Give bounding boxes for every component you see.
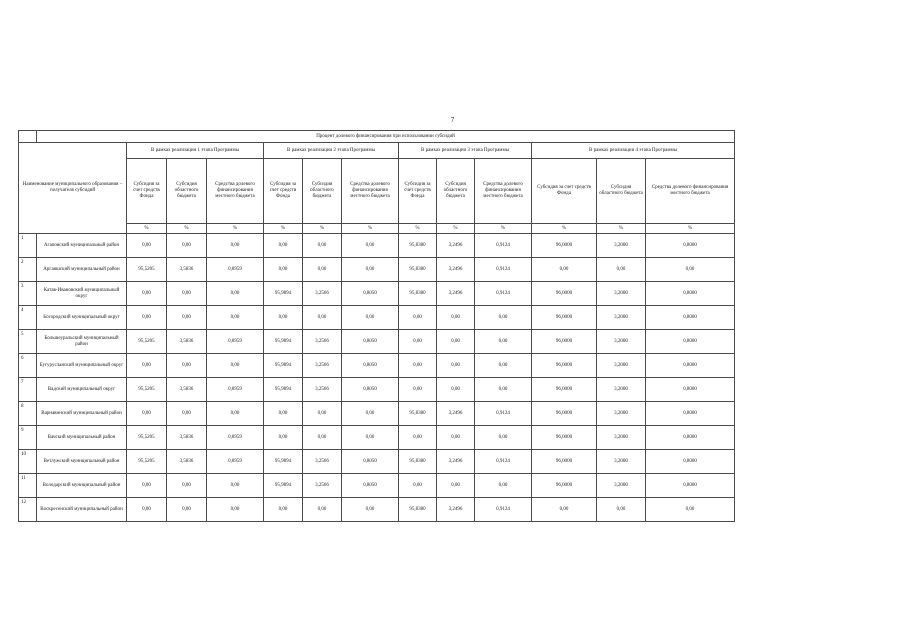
percentage-cell: 95,8380 [399,282,437,306]
percentage-cell: 3,2000 [597,378,646,402]
unit-cell: % [167,224,207,234]
percentage-cell: 3,2000 [597,450,646,474]
percentage-cell: 0,00 [127,402,167,426]
percentage-cell: 0,8959 [207,426,264,450]
percentage-cell: 96,0000 [532,282,597,306]
table-row [19,258,735,282]
table-row [19,474,735,498]
percentage-cell: 96,0000 [532,354,597,378]
municipality-name: Володарский муниципальный район [37,474,127,498]
table-row [19,306,735,330]
percentage-cell: 0,00 [399,474,437,498]
percentage-cell: 0,00 [475,474,532,498]
percentage-cell: 0,00 [437,474,475,498]
percentage-cell: 95,9894 [264,330,303,354]
unit-cell: % [532,224,597,234]
percentage-cell: 0,8050 [342,474,399,498]
percentage-cell: 0,00 [342,234,399,258]
percentage-cell: 0,9124 [475,234,532,258]
percentage-cell: 0,8000 [646,282,735,306]
percentage-cell: 0,00 [475,306,532,330]
column-subheader: Средства долевого финансирования местного бюджета [646,159,735,224]
percentage-cell: 0,00 [437,354,475,378]
row-number: 12 [19,498,37,522]
row-number: 6 [19,354,37,378]
column-subheader: Субсидия областного бюджета [597,159,646,224]
municipality-name: Вачский муниципальный район [37,426,127,450]
percentage-cell: 0,00 [475,426,532,450]
stage-3-header: В рамках реализации 3 этапа Программы [399,143,532,159]
percentage-cell: 3,5836 [167,258,207,282]
percentage-cell: 96,0000 [532,234,597,258]
municipality-name: Катав-Ивановский муниципальный округ [37,282,127,306]
percentage-cell: 0,00 [207,498,264,522]
percentage-cell: 96,0000 [532,426,597,450]
percentage-cell: 0,00 [437,378,475,402]
table-row [19,234,735,258]
percentage-cell: 0,8000 [646,450,735,474]
row-number: 3 [19,282,37,306]
percentage-cell: 0,00 [264,402,303,426]
percentage-cell: 0,00 [167,282,207,306]
percentage-cell: 3,2000 [597,282,646,306]
municipality-name: Аргаяшский муниципальный район [37,258,127,282]
column-subheader: Субсидия областного бюджета [437,159,475,224]
percentage-cell: 3,2566 [303,282,342,306]
unit-cell: % [399,224,437,234]
percentage-cell: 0,00 [167,354,207,378]
percentage-cell: 3,2496 [437,450,475,474]
percentage-cell: 0,00 [399,354,437,378]
percentage-cell: 3,2496 [437,282,475,306]
percentage-cell: 0,8050 [342,330,399,354]
percentage-cell: 96,0000 [532,402,597,426]
percentage-cell: 0,00 [264,426,303,450]
percentage-cell: 3,2000 [597,354,646,378]
unit-cell: % [127,224,167,234]
percentage-cell: 3,2000 [597,426,646,450]
percentage-cell: 96,0000 [532,306,597,330]
row-number: 11 [19,474,37,498]
percentage-cell: 0,00 [207,354,264,378]
percentage-cell: 0,00 [597,498,646,522]
column-subheader: Средства долевого финансирования местного бюджета [475,159,532,224]
municipality-name: Бугурусланский муниципальный округ [37,354,127,378]
percentage-cell: 0,00 [303,258,342,282]
percentage-cell: 0,00 [127,306,167,330]
name-column-header: Наименование муниципального образования – получателя субсидий [19,143,127,234]
percentage-cell: 0,00 [399,330,437,354]
percentage-cell: 3,2496 [437,258,475,282]
column-subheader: Субсидия областного бюджета [303,159,342,224]
row-number: 9 [19,426,37,450]
percentage-cell: 0,8050 [342,354,399,378]
column-subheader: Субсидия за счет средств Фонда [127,159,167,224]
percentage-cell: 96,0000 [532,450,597,474]
percentage-cell: 0,8050 [342,450,399,474]
percentage-cell: 0,00 [399,378,437,402]
percentage-cell: 0,00 [437,426,475,450]
percentage-cell: 0,00 [167,402,207,426]
percentage-cell: 0,00 [207,234,264,258]
unit-cell: % [207,224,264,234]
percentage-cell: 0,00 [264,234,303,258]
percentage-cell: 95,8380 [399,234,437,258]
percentage-cell: 0,00 [342,426,399,450]
percentage-cell: 0,00 [303,306,342,330]
percentage-cell: 0,00 [475,330,532,354]
percentage-cell: 95,8380 [399,450,437,474]
percentage-cell: 95,5205 [127,330,167,354]
unit-cell: % [646,224,735,234]
percentage-cell: 0,00 [303,402,342,426]
column-subheader: Субсидия за счет средств Фонда [399,159,437,224]
percentage-cell: 0,8050 [342,282,399,306]
percentage-cell: 0,8000 [646,234,735,258]
percentage-cell: 0,8000 [646,474,735,498]
municipality-name: Агаповский муниципальный район [37,234,127,258]
percentage-cell: 0,00 [437,306,475,330]
municipality-name: Воскресенский муниципальный район [37,498,127,522]
stage-4-header: В рамках реализации 4 этапа Программы [532,143,735,159]
percentage-cell: 3,5836 [167,426,207,450]
row-number: 5 [19,330,37,354]
table-title-spacer [19,131,37,143]
percentage-cell: 0,00 [127,234,167,258]
percentage-cell: 96,0000 [532,330,597,354]
percentage-cell: 95,5205 [127,450,167,474]
table-title: Процент долевого финансирования при использовании субсидий [37,131,735,143]
percentage-cell: 0,00 [303,234,342,258]
percentage-cell: 3,2496 [437,402,475,426]
percentage-cell: 0,00 [207,306,264,330]
percentage-cell: 0,00 [264,306,303,330]
stage-1-header: В рамках реализации 1 этапа Программы [127,143,264,159]
municipality-name: Вадский муниципальный округ [37,378,127,402]
percentage-cell: 0,00 [127,498,167,522]
percentage-cell: 0,8959 [207,450,264,474]
table-row [19,402,735,426]
municipality-name: Ветлужский муниципальный район [37,450,127,474]
percentage-cell: 0,00 [264,498,303,522]
percentage-cell: 0,00 [207,282,264,306]
page-number: 7 [450,116,455,124]
column-subheader: Средства долевого финансирования местного бюджета [207,159,264,224]
percentage-cell: 0,00 [399,306,437,330]
percentage-cell: 95,8380 [399,498,437,522]
row-number: 1 [19,234,37,258]
percentage-cell: 3,5836 [167,450,207,474]
percentage-cell: 3,2000 [597,330,646,354]
percentage-cell: 0,8959 [207,330,264,354]
percentage-cell: 0,8050 [342,378,399,402]
table-row [19,426,735,450]
percentage-cell: 0,00 [342,402,399,426]
percentage-cell: 0,00 [127,474,167,498]
percentage-cell: 3,2566 [303,450,342,474]
percentage-cell: 95,8380 [399,258,437,282]
unit-cell: % [342,224,399,234]
percentage-cell: 0,8000 [646,402,735,426]
percentage-cell: 0,00 [127,354,167,378]
percentage-cell: 0,00 [264,258,303,282]
percentage-cell: 0,8000 [646,354,735,378]
municipality-name: Большеуральский муниципальный район [37,330,127,354]
percentage-cell: 3,2566 [303,474,342,498]
table-row [19,330,735,354]
percentage-cell: 95,5205 [127,378,167,402]
percentage-cell: 0,00 [167,474,207,498]
percentage-cell: 0,00 [303,498,342,522]
municipality-name: Богородский муниципальный округ [37,306,127,330]
percentage-cell: 0,00 [303,426,342,450]
percentage-cell: 3,2496 [437,498,475,522]
percentage-cell: 0,00 [646,258,735,282]
percentage-cell: 95,9894 [264,354,303,378]
percentage-cell: 0,8000 [646,378,735,402]
percentage-cell: 0,8000 [646,426,735,450]
table-row [19,378,735,402]
percentage-cell: 0,00 [167,306,207,330]
unit-cell: % [437,224,475,234]
row-number: 10 [19,450,37,474]
column-subheader: Средства долевого финансирования местного бюджета [342,159,399,224]
unit-cell: % [303,224,342,234]
percentage-cell: 95,9894 [264,282,303,306]
percentage-cell: 0,00 [167,234,207,258]
percentage-cell: 0,9124 [475,402,532,426]
percentage-cell: 3,5836 [167,330,207,354]
percentage-cell: 3,2566 [303,378,342,402]
percentage-cell: 0,00 [532,498,597,522]
percentage-cell: 0,00 [597,258,646,282]
column-subheader: Субсидия за счет средств Фонда [264,159,303,224]
percentage-cell: 3,2566 [303,354,342,378]
percentage-cell: 96,0000 [532,378,597,402]
percentage-cell: 3,5836 [167,378,207,402]
row-number: 2 [19,258,37,282]
percentage-cell: 95,5205 [127,426,167,450]
percentage-cell: 0,8959 [207,258,264,282]
percentage-cell: 0,00 [207,474,264,498]
table-row [19,282,735,306]
percentage-cell: 0,8000 [646,306,735,330]
percentage-cell: 0,00 [646,498,735,522]
percentage-cell: 3,2000 [597,402,646,426]
unit-cell: % [597,224,646,234]
percentage-cell: 0,00 [127,282,167,306]
percentage-cell: 3,2566 [303,330,342,354]
percentage-cell: 3,2000 [597,306,646,330]
percentage-cell: 0,00 [342,498,399,522]
column-subheader: Субсидия областного бюджета [167,159,207,224]
subsidy-percentage-table [18,130,735,522]
row-number: 7 [19,378,37,402]
percentage-cell: 0,00 [342,306,399,330]
percentage-cell: 0,8959 [207,378,264,402]
percentage-cell: 95,8380 [399,402,437,426]
percentage-cell: 0,00 [167,498,207,522]
percentage-cell: 96,0000 [532,474,597,498]
table-row [19,354,735,378]
percentage-cell: 3,2000 [597,234,646,258]
percentage-cell: 0,00 [475,354,532,378]
percentage-cell: 95,9894 [264,450,303,474]
table-row [19,498,735,522]
table-row [19,450,735,474]
percentage-cell: 0,9124 [475,498,532,522]
percentage-cell: 3,2496 [437,234,475,258]
percentage-cell: 0,00 [437,330,475,354]
municipality-name: Варнавинский муниципальный район [37,402,127,426]
unit-cell: % [264,224,303,234]
percentage-cell: 0,9124 [475,258,532,282]
percentage-cell: 95,9894 [264,474,303,498]
percentage-cell: 0,00 [532,258,597,282]
stage-2-header: В рамках реализации 2 этапа Программы [264,143,399,159]
percentage-cell: 0,00 [475,378,532,402]
percentage-cell: 0,00 [342,258,399,282]
percentage-cell: 95,9894 [264,378,303,402]
unit-cell: % [475,224,532,234]
percentage-cell: 0,9124 [475,450,532,474]
percentage-cell: 3,2000 [597,474,646,498]
percentage-cell: 0,9124 [475,282,532,306]
percentage-cell: 0,8000 [646,330,735,354]
column-subheader: Субсидия за счет средств Фонда [532,159,597,224]
percentage-cell: 0,00 [399,426,437,450]
row-number: 4 [19,306,37,330]
percentage-cell: 0,00 [207,402,264,426]
row-number: 8 [19,402,37,426]
percentage-cell: 95,5205 [127,258,167,282]
